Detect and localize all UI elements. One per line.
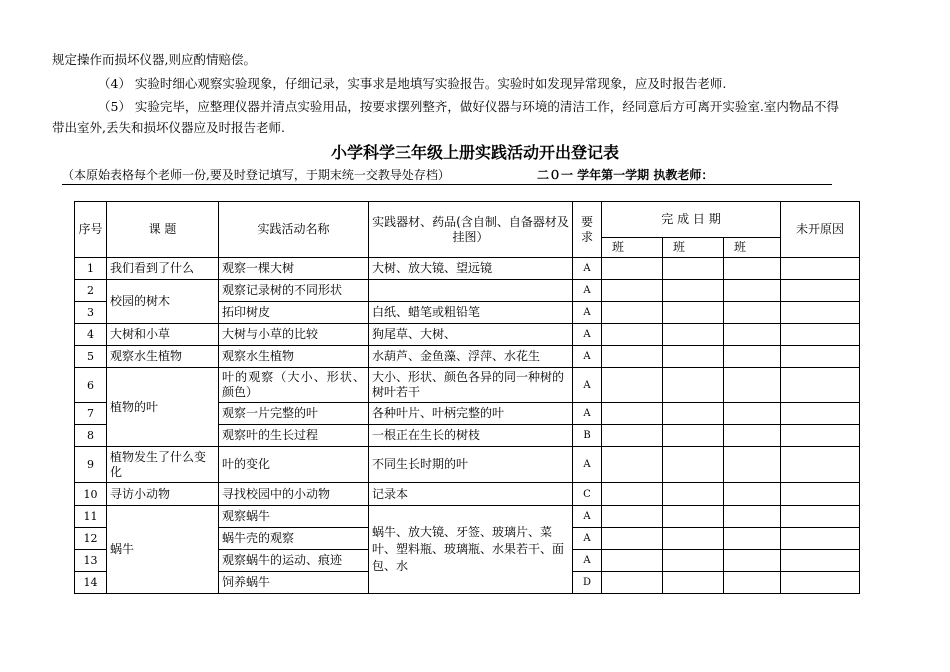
row-seq: 8	[75, 425, 107, 447]
row-requirement: A	[573, 302, 602, 324]
row-not-started[interactable]	[781, 506, 860, 528]
row-class-date[interactable]	[602, 258, 663, 280]
row-materials: 记录本	[369, 483, 573, 506]
header-seq: 序号	[75, 202, 107, 258]
paragraph-4: 带出室外,丢失和损坏仪器应及时报告老师.	[52, 120, 285, 135]
row-class-date[interactable]	[663, 258, 724, 280]
header-class-2: 班	[663, 238, 724, 258]
row-class-date[interactable]	[724, 572, 781, 594]
row-class-date[interactable]	[663, 403, 724, 425]
row-class-date[interactable]	[602, 302, 663, 324]
row-activity: 观察蜗牛的运动、痕迹	[219, 550, 369, 572]
row-seq: 12	[75, 528, 107, 550]
row-class-date[interactable]	[663, 550, 724, 572]
row-materials: 一根正在生长的树枝	[369, 425, 573, 447]
row-class-date[interactable]	[663, 302, 724, 324]
row-activity: 观察蜗牛	[219, 506, 369, 528]
row-not-started[interactable]	[781, 324, 860, 346]
row-requirement: A	[573, 550, 602, 572]
row-not-started[interactable]	[781, 528, 860, 550]
row-materials: 大树、放大镜、望远镜	[369, 258, 573, 280]
row-class-date[interactable]	[724, 483, 781, 506]
row-materials: 白纸、蜡笔或粗铅笔	[369, 302, 573, 324]
header-not-started-reason: 未开原因	[781, 202, 860, 258]
row-requirement: A	[573, 346, 602, 368]
row-not-started[interactable]	[781, 280, 860, 302]
row-class-date[interactable]	[602, 506, 663, 528]
header-class-3: 班	[724, 238, 781, 258]
row-activity: 叶的变化	[219, 447, 369, 483]
row-materials: 各种叶片、叶柄完整的叶	[369, 403, 573, 425]
header-activity: 实践活动名称	[219, 202, 369, 258]
header-requirement: 要求	[573, 202, 602, 258]
row-not-started[interactable]	[781, 368, 860, 403]
row-not-started[interactable]	[781, 403, 860, 425]
row-class-date[interactable]	[602, 528, 663, 550]
row-materials: 狗尾草、大树、	[369, 324, 573, 346]
row-class-date[interactable]	[602, 572, 663, 594]
page-title: 小学科学三年级上册实践活动开出登记表	[330, 143, 619, 162]
row-not-started[interactable]	[781, 425, 860, 447]
header-topic: 课 题	[107, 202, 219, 258]
row-seq: 10	[75, 483, 107, 506]
row-materials: 蜗牛、放大镜、牙签、玻璃片、菜叶、塑料瓶、玻璃瓶、水果若干、面包、水	[369, 506, 573, 594]
row-class-date[interactable]	[724, 258, 781, 280]
paragraph-2: （4） 实验时细心观察实验现象，仔细记录，实事求是地填写实验报告。实验时如发现异常现象，应及时报告老师.	[98, 76, 727, 91]
row-not-started[interactable]	[781, 550, 860, 572]
row-requirement: A	[573, 258, 602, 280]
row-activity: 观察水生植物	[219, 346, 369, 368]
row-class-date[interactable]	[724, 346, 781, 368]
row-class-date[interactable]	[663, 528, 724, 550]
row-requirement: A	[573, 324, 602, 346]
row-activity: 观察叶的生长过程	[219, 425, 369, 447]
semester-teacher-label: 二０一 学年第一学期 执教老师：	[537, 168, 714, 182]
row-class-date[interactable]	[602, 280, 663, 302]
row-seq: 11	[75, 506, 107, 528]
table-row	[75, 368, 860, 403]
row-materials: 水葫芦、金鱼藻、浮萍、水花生	[369, 346, 573, 368]
row-class-date[interactable]	[724, 368, 781, 403]
row-class-date[interactable]	[663, 368, 724, 403]
row-topic: 我们看到了什么	[107, 258, 219, 280]
row-topic: 观察水生植物	[107, 346, 219, 368]
table-row	[75, 280, 860, 302]
row-seq: 1	[75, 258, 107, 280]
registration-table	[74, 201, 860, 594]
row-class-date[interactable]	[663, 483, 724, 506]
row-activity: 观察一片完整的叶	[219, 403, 369, 425]
row-class-date[interactable]	[663, 506, 724, 528]
row-seq: 4	[75, 324, 107, 346]
row-topic: 寻访小动物	[107, 483, 219, 506]
row-topic: 校园的树木	[107, 280, 219, 324]
table-row	[75, 258, 860, 280]
row-activity: 观察记录树的不同形状	[219, 280, 369, 302]
row-not-started[interactable]	[781, 447, 860, 483]
row-requirement: A	[573, 506, 602, 528]
table-row	[75, 324, 860, 346]
row-activity: 大树与小草的比较	[219, 324, 369, 346]
row-requirement: A	[573, 403, 602, 425]
row-class-date[interactable]	[602, 403, 663, 425]
row-activity: 叶的观察（大小、形状、颜色）	[219, 368, 369, 403]
row-class-date[interactable]	[724, 447, 781, 483]
row-topic: 植物发生了什么变化	[107, 447, 219, 483]
row-requirement: A	[573, 528, 602, 550]
row-requirement: A	[573, 280, 602, 302]
row-class-date[interactable]	[602, 425, 663, 447]
table-row	[75, 346, 860, 368]
row-class-date[interactable]	[724, 550, 781, 572]
row-class-date[interactable]	[724, 324, 781, 346]
header-materials: 实践器材、药品(含自制、自备器材及挂图）	[369, 202, 573, 258]
row-class-date[interactable]	[663, 324, 724, 346]
row-not-started[interactable]	[781, 572, 860, 594]
row-requirement: B	[573, 425, 602, 447]
row-seq: 14	[75, 572, 107, 594]
row-class-date[interactable]	[724, 280, 781, 302]
row-class-date[interactable]	[602, 324, 663, 346]
row-not-started[interactable]	[781, 302, 860, 324]
table-row	[75, 447, 860, 483]
row-class-date[interactable]	[724, 403, 781, 425]
row-not-started[interactable]	[781, 258, 860, 280]
row-activity: 饲养蜗牛	[219, 572, 369, 594]
row-activity: 寻找校园中的小动物	[219, 483, 369, 506]
paragraph-3: （5） 实验完毕，应整理仪器并清点实验用品，按要求摆列整齐，做好仪器与环境的清洁工作，经同意后方可离开实验室.室内物品不得	[98, 99, 839, 114]
row-seq: 5	[75, 346, 107, 368]
row-seq: 7	[75, 403, 107, 425]
row-seq: 3	[75, 302, 107, 324]
row-seq: 9	[75, 447, 107, 483]
row-requirement: C	[573, 483, 602, 506]
row-activity: 蜗牛壳的观察	[219, 528, 369, 550]
row-not-started[interactable]	[781, 483, 860, 506]
paragraph-1: 规定操作而损坏仪器,则应酌情赔偿。	[52, 52, 256, 67]
subtitle-line	[62, 166, 832, 185]
row-class-date[interactable]	[602, 550, 663, 572]
row-topic: 大树和小草	[107, 324, 219, 346]
row-class-date[interactable]	[724, 506, 781, 528]
row-materials	[369, 280, 573, 302]
table-row	[75, 483, 860, 506]
row-seq: 6	[75, 368, 107, 403]
table-row	[75, 506, 860, 528]
row-materials: 不同生长时期的叶	[369, 447, 573, 483]
row-class-date[interactable]	[602, 447, 663, 483]
row-class-date[interactable]	[663, 425, 724, 447]
row-class-date[interactable]	[724, 528, 781, 550]
row-class-date[interactable]	[663, 280, 724, 302]
row-class-date[interactable]	[602, 368, 663, 403]
row-requirement: D	[573, 572, 602, 594]
row-not-started[interactable]	[781, 346, 860, 368]
row-class-date[interactable]	[663, 346, 724, 368]
row-class-date[interactable]	[663, 572, 724, 594]
header-class-1: 班	[602, 238, 663, 258]
header-completion-date: 完 成 日 期	[602, 202, 781, 238]
row-requirement: A	[573, 447, 602, 483]
subtitle-note: （本原始表格每个老师一份,要及时登记填写，于期末统一交教导处存档）	[62, 168, 450, 182]
row-seq: 2	[75, 280, 107, 302]
row-activity: 观察一棵大树	[219, 258, 369, 280]
row-requirement: A	[573, 368, 602, 403]
row-topic: 蜗牛	[107, 506, 219, 594]
row-materials: 大小、形状、颜色各异的同一种树的树叶若干	[369, 368, 573, 403]
row-class-date[interactable]	[724, 302, 781, 324]
row-class-date[interactable]	[663, 447, 724, 483]
row-activity: 拓印树皮	[219, 302, 369, 324]
row-topic: 植物的叶	[107, 368, 219, 447]
row-class-date[interactable]	[602, 483, 663, 506]
row-class-date[interactable]	[724, 425, 781, 447]
row-class-date[interactable]	[602, 346, 663, 368]
row-seq: 13	[75, 550, 107, 572]
